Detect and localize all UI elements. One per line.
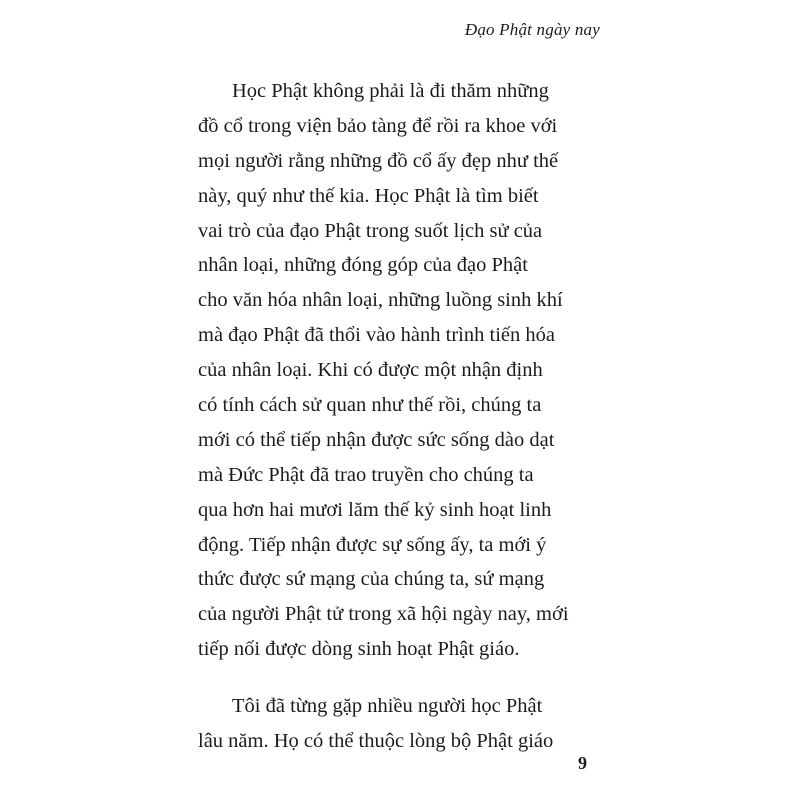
paragraph-1: [198, 74, 628, 667]
text-line: của người Phật tử trong xã hội ngày nay, mới: [198, 603, 569, 626]
text-line: qua hơn hai mươi lăm thế kỷ sinh hoạt linh: [198, 498, 552, 521]
text-line: Học Phật không phải là đi thăm những: [232, 80, 549, 102]
text-line: mọi người rằng những đồ cổ ấy đẹp như thế: [198, 149, 559, 172]
text-line: mới có thể tiếp nhận được sức sống dào dạt: [198, 428, 555, 451]
text-line: thức được sứ mạng của chúng ta, sứ mạng: [198, 568, 545, 591]
text-line: nhân loại, những đóng góp của đạo Phật: [198, 254, 528, 277]
text-line: cho văn hóa nhân loại, những luồng sinh khí: [198, 289, 563, 312]
text-line: có tính cách sử quan như thế rồi, chúng ta: [198, 394, 542, 417]
text-line: này, quý như thế kia. Học Phật là tìm biết: [198, 184, 539, 207]
paragraph-2: [198, 689, 628, 759]
page-number: 9: [578, 753, 587, 773]
body-text: [198, 74, 628, 759]
text-line: mà đạo Phật đã thổi vào hành trình tiến hóa: [198, 324, 555, 347]
running-header-title: Đạo Phật ngày nay: [464, 20, 600, 39]
text-line: động. Tiếp nhận được sự sống ấy, ta mới ý: [198, 533, 547, 556]
text-line: của nhân loại. Khi có được một nhận định: [198, 359, 543, 382]
text-line: đồ cổ trong viện bảo tàng để rồi ra khoe với: [198, 114, 558, 137]
paragraph-spacing: [198, 667, 628, 689]
text-line: mà Đức Phật đã trao truyền cho chúng ta: [198, 463, 534, 486]
text-line: lâu năm. Họ có thể thuộc lòng bộ Phật giáo: [198, 730, 554, 753]
text-line: Tôi đã từng gặp nhiều người học Phật: [232, 695, 543, 718]
text-line: vai trò của đạo Phật trong suốt lịch sử của: [198, 219, 543, 242]
text-line: tiếp nối được dòng sinh hoạt Phật giáo.: [198, 638, 520, 661]
